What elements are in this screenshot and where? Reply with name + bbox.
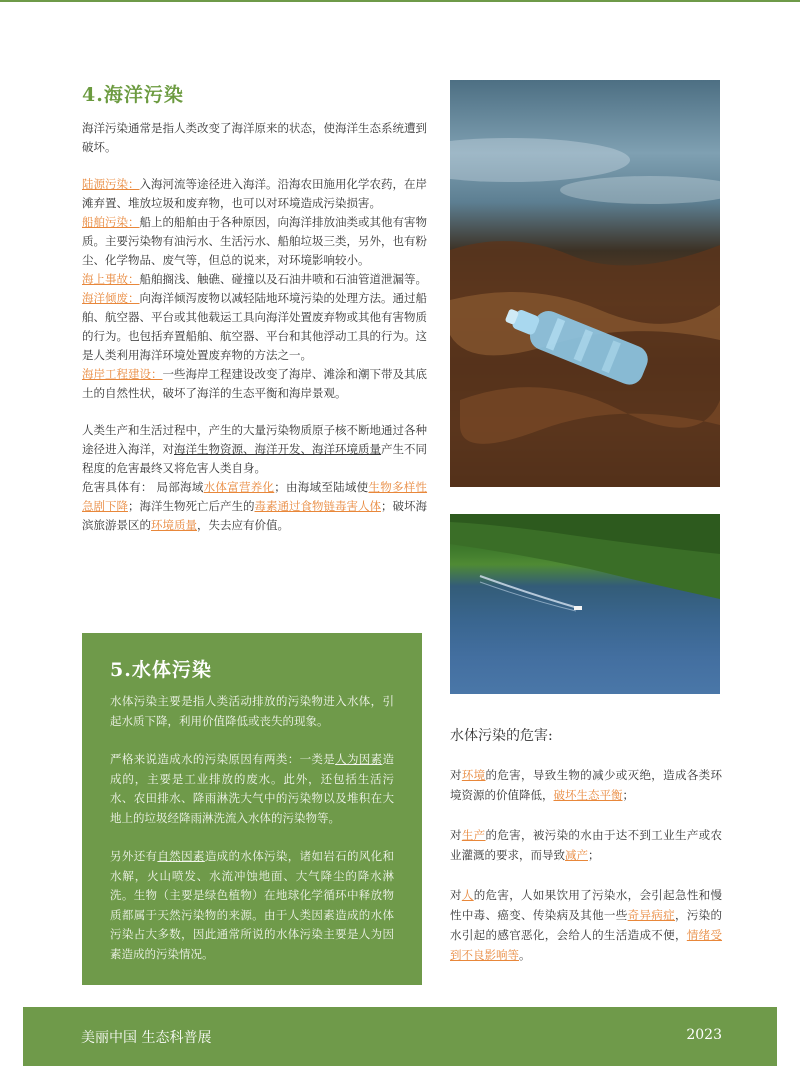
term-dumping: 海洋倾废： [82, 291, 140, 305]
term-accident: 海上事故： [82, 272, 140, 286]
water-harm-title: 水体污染的危害: [450, 728, 553, 744]
term-land-source: 陆源污染： [82, 177, 140, 191]
section5-p2: 严格来说造成水的污染原因有两类：一类是人为因素造成的，主要是工业排放的废水。此外，还包括生活污水、农田排水、降雨淋洗大气中的污染物以及堆积在大地上的垃圾经降雨淋洗流入水体的污染物等。 [110, 752, 395, 825]
footer-bar [23, 1007, 777, 1066]
item-land-source: 陆源污染：入海河流等途径进入海洋。沿海农田施用化学农药，在岸滩弃置、堆放垃圾和废弃物，也可以对环境造成污染损害。 [82, 177, 427, 210]
item-dumping: 海洋倾废：向海洋倾泻废物以减轻陆地环境污染的处理方法。通过船舶、航空器、平台或其他载运工具向海洋处置废弃物或其他有害物质的行为。也包括弃置船舶、航空器、平台和其他浮动工具的行为。这是人类利用海洋环境处置废弃物的方法之一。 [82, 291, 427, 362]
footer-title: 美丽中国 生态科普展 [81, 1030, 212, 1046]
term-ship: 船舶污染： [82, 215, 140, 229]
harm-human: 对人的危害，人如果饮用了污染水，会引起急性和慢性中毒、癌变、传染病及其他一些奇异病症，污染的水引起的感官恶化，会给人的生活造成不便，情绪受到不良影响等。 [450, 888, 723, 962]
lake-boat-photo [450, 514, 720, 694]
item-coastal: 海岸工程建设：一些海岸工程建设改变了海岸、滩涂和潮下带及其底土的自然性状，破坏了海洋的生态平衡和海岸景观。 [82, 367, 427, 400]
section4-harms: 危害具体有： 局部海域水体富营养化；由海域至陆域使生物多样性急剧下降；海洋生物死亡后产生的毒素通过食物链毒害人体；破坏海滨旅游景区的环境质量，失去应有价值。 [82, 480, 428, 532]
bottle-photo-art [450, 80, 720, 487]
section4-para2: 人类生产和生活过程中，产生的大量污染物质原子核不断地通过各种途径进入海洋，对海洋生物资源、海洋开发、海洋环境质量产生不同程度的危害最终又将危害人类自身。 [82, 423, 427, 475]
section4-body [82, 119, 427, 535]
footer-year: 2023 [686, 1027, 722, 1043]
section5-p1: 水体污染主要是指人类活动排放的污染物进入水体，引起水质下降，利用价值降低或丧失的现象。 [110, 694, 394, 728]
harm-environment: 对环境的危害，导致生物的减少或灭绝，造成各类环境资源的价值降低，破坏生态平衡； [450, 768, 723, 802]
section5-p3: 另外还有自然因素造成的水体污染，诸如岩石的风化和水解，火山喷发、水流冲蚀地面、大气降尘的降水淋洗。生物（主要是绿色植物）在地球化学循环中释放物质都属于天然污染物的来源。由于人类因素造成的水体污染占大多数，因此通常所说的水体污染主要是人为因素造成的污染情况。 [110, 849, 395, 961]
section5-body [110, 692, 394, 964]
boat [574, 606, 582, 610]
item-ship: 船舶污染：船上的船舶由于各种原因，向海洋排放油类或其他有害物质。主要污染物有油污水、生活污水、船舶垃圾三类，另外，也有粉尘、化学物品、废气等，但总的说来，对环境影响较小。 [82, 215, 427, 267]
section4-intro: 海洋污染通常是指人类改变了海洋原来的状态，使海洋生态系统遭到破坏。 [82, 121, 427, 154]
section4-title: 4.海洋污染 [82, 84, 184, 106]
section-water-pollution [82, 633, 422, 985]
term-coastal: 海岸工程建设： [82, 367, 163, 381]
water-harm-section [450, 725, 722, 965]
item-accident: 海上事故：船舶搁浅、触礁、碰撞以及石油井喷和石油管道泄漏等。 [82, 272, 427, 286]
section5-title: 5.水体污染 [110, 659, 212, 681]
top-rule [0, 0, 800, 2]
water-harm-body [450, 765, 722, 965]
section-ocean-pollution [82, 80, 427, 535]
lake-photo-art [450, 514, 720, 694]
bottle-on-shore-photo [450, 80, 720, 487]
harm-production: 对生产的危害，被污染的水由于达不到工业生产或农业灌溉的要求，而导致减产； [450, 828, 723, 862]
